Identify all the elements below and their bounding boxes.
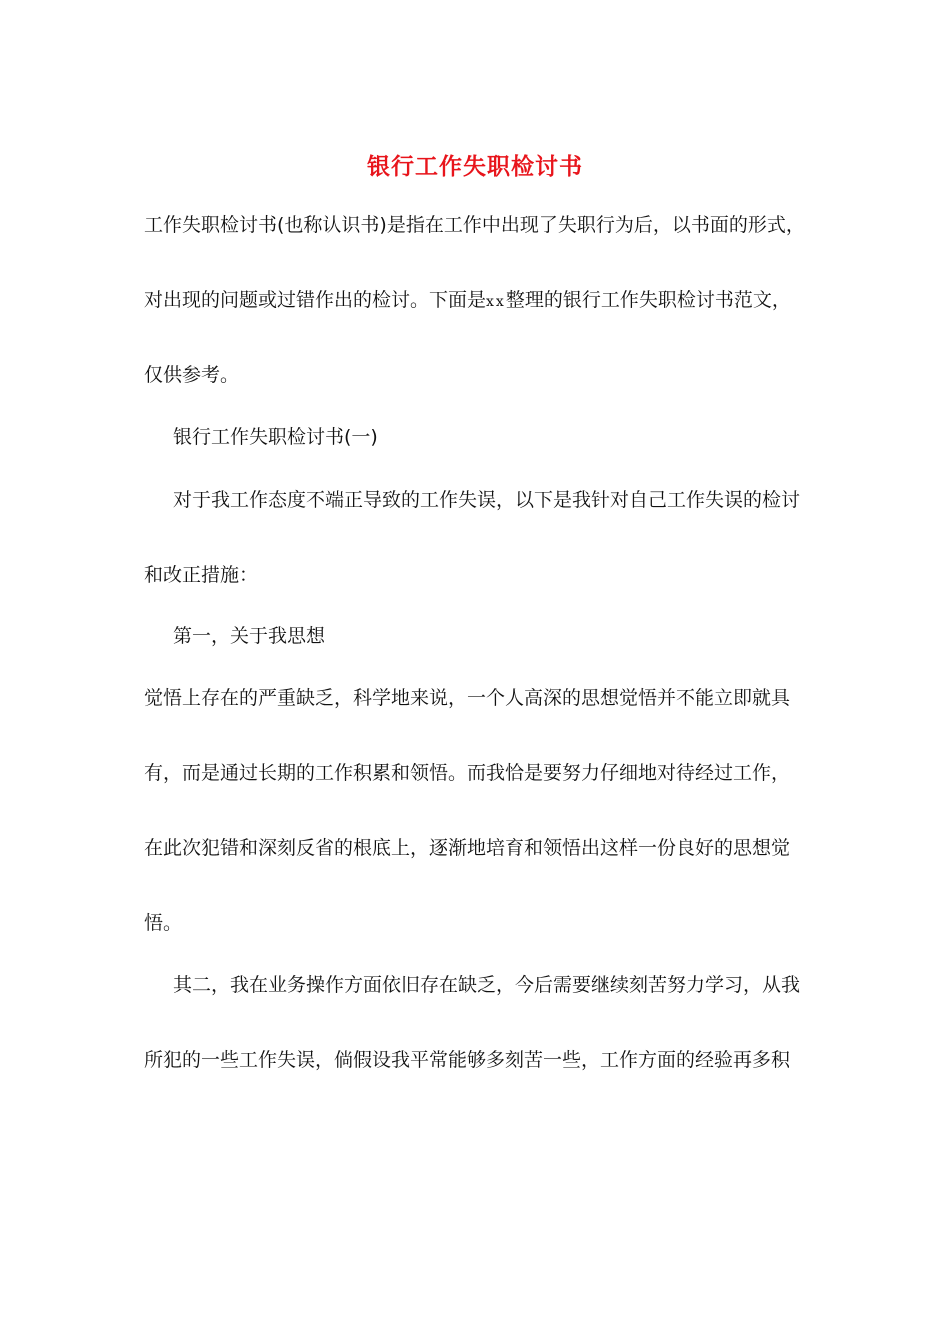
paragraph-line: 仅供参考。 xyxy=(144,364,240,386)
paragraph-line xyxy=(144,286,814,316)
paragraph-line: 第一，关于我思想 xyxy=(173,625,326,647)
paragraph-line: 觉悟上存在的严重缺乏，科学地来说，一个人高深的思想觉悟并不能立即就具 xyxy=(144,687,791,709)
paragraph-line: 有，而是通过长期的工作积累和领悟。而我恰是要努力仔细地对待经过工作， xyxy=(144,762,791,784)
paragraph-line: 和改正措施： xyxy=(144,564,259,586)
text-span: 对出现的问题或过错作出的检讨。下面是 xyxy=(144,289,487,311)
document-title: 银行工作失职检讨书 xyxy=(367,153,583,180)
placeholder-text: xx xyxy=(486,294,506,310)
section-heading: 银行工作失职检讨书(一) xyxy=(173,426,378,448)
text-span: 整理的银行工作失职检讨书范文， xyxy=(505,289,791,311)
paragraph-line: 其二，我在业务操作方面依旧存在缺乏，今后需要继续刻苦努力学习，从我 xyxy=(173,974,801,996)
paragraph-line: 工作失职检讨书(也称认识书)是指在工作中出现了失职行为后，以书面的形式， xyxy=(144,214,805,236)
paragraph-line: 悟。 xyxy=(144,912,183,934)
paragraph-line: 所犯的一些工作失误，倘假设我平常能够多刻苦一些，工作方面的经验再多积 xyxy=(144,1049,791,1071)
paragraph-line: 对于我工作态度不端正导致的工作失误，以下是我针对自己工作失误的检讨 xyxy=(173,489,801,511)
paragraph-line: 在此次犯错和深刻反省的根底上，逐渐地培育和领悟出这样一份良好的思想觉 xyxy=(144,837,791,859)
